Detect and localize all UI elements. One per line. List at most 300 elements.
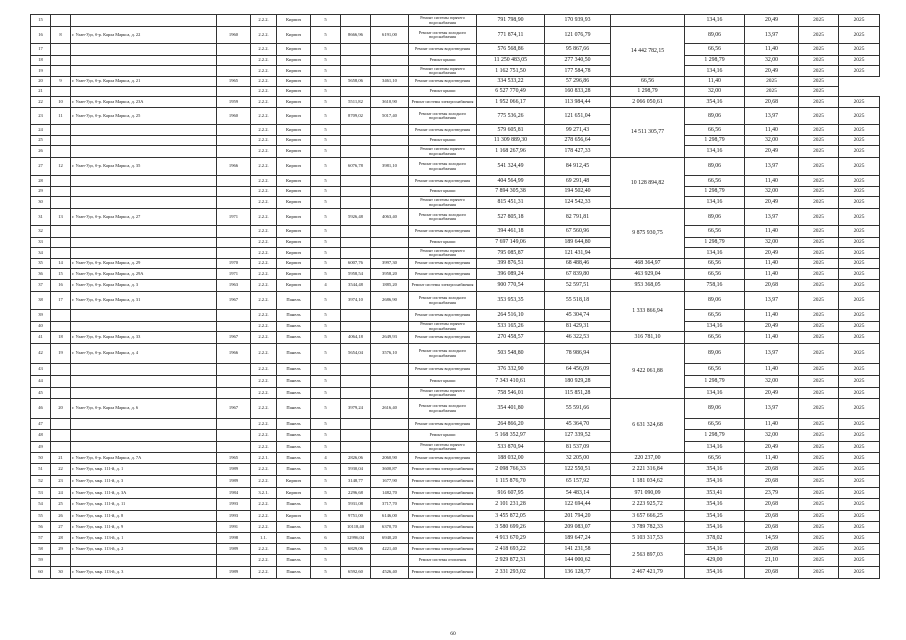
living-area: 6146,00 xyxy=(371,511,409,522)
total-area xyxy=(341,430,371,442)
plan-year-start: 2025 xyxy=(799,499,839,511)
unit-cost: 134,16 xyxy=(685,197,745,209)
work-cost: 353 953,35 xyxy=(477,292,545,310)
table-row xyxy=(31,511,880,522)
living-area xyxy=(371,248,409,259)
row-number: 52 xyxy=(31,476,51,488)
max-unit-cost: 14,59 xyxy=(745,533,799,544)
service-cost: 55 518,18 xyxy=(545,292,611,310)
max-unit-cost: 11,40 xyxy=(745,419,799,430)
floor-count: 5 xyxy=(311,419,341,430)
building-address xyxy=(71,146,217,158)
building-number xyxy=(51,15,71,27)
work-type: Ремонт системы водоотведения xyxy=(409,269,477,280)
plan-year-end: 2025 xyxy=(839,476,880,488)
table-row xyxy=(31,499,880,511)
work-cost: 576 568,86 xyxy=(477,44,545,56)
build-year: 1998 xyxy=(217,533,251,544)
floor-count: 5 xyxy=(311,269,341,280)
work-type: Ремонт крыши xyxy=(409,56,477,66)
total-area xyxy=(341,376,371,388)
work-type: Ремонт системы горячего водоснабжения xyxy=(409,197,477,209)
work-cost: 791 798,90 xyxy=(477,15,545,27)
wall-material: Кирпич xyxy=(277,476,311,488)
building-address: г. Улан-Удэ, мкр. 113-й, д. 3 xyxy=(71,567,217,579)
plan-year-end: 2025 xyxy=(839,430,880,442)
service-cost: 81 429,31 xyxy=(545,322,611,332)
building-total: 1 333 866,94 xyxy=(611,292,685,332)
building-number xyxy=(51,176,71,187)
plan-year-end: 2025 xyxy=(799,87,839,97)
work-cost: 404 564,99 xyxy=(477,176,545,187)
service-cost: 121 076,79 xyxy=(545,27,611,44)
build-year: 1989 xyxy=(217,544,251,555)
table-row xyxy=(31,419,880,430)
service-cost: 99 271,43 xyxy=(545,125,611,136)
building-class: 2.2.2. xyxy=(251,310,277,322)
unit-cost: 66,56 xyxy=(685,259,745,269)
plan-year-start: 2025 xyxy=(799,176,839,187)
living-area: 4526,40 xyxy=(371,567,409,579)
build-year: 1970 xyxy=(217,259,251,269)
work-type: Ремонт системы холодного водоснабжения xyxy=(409,292,477,310)
work-cost: 7 697 149,06 xyxy=(477,238,545,248)
unit-cost: 1 298,79 xyxy=(685,238,745,248)
row-number: 44 xyxy=(31,376,51,388)
table-row xyxy=(31,488,880,499)
living-area xyxy=(371,364,409,376)
plan-year-start: 2025 xyxy=(799,533,839,544)
building-address xyxy=(71,56,217,66)
plan-year-end: 2025 xyxy=(839,209,880,226)
row-number: 50 xyxy=(31,453,51,464)
work-cost: 900 770,54 xyxy=(477,280,545,292)
floor-count: 5 xyxy=(311,15,341,27)
unit-cost: 89,06 xyxy=(685,27,745,44)
building-address: г. Улан-Удэ, б-р. Карла Маркса, д. 29 xyxy=(71,259,217,269)
floor-count: 5 xyxy=(311,364,341,376)
plan-year-start: 2025 xyxy=(799,280,839,292)
plan-year-end: 2025 xyxy=(839,125,880,136)
building-address xyxy=(71,322,217,332)
plan-year-end: 2025 xyxy=(839,238,880,248)
building-number: 24 xyxy=(51,488,71,499)
building-number xyxy=(51,364,71,376)
service-cost: 277 340,50 xyxy=(545,56,611,66)
building-number xyxy=(51,419,71,430)
build-year: 1989 xyxy=(217,567,251,579)
work-cost: 815 451,31 xyxy=(477,197,545,209)
build-year xyxy=(217,197,251,209)
page-number: 60 xyxy=(450,631,456,637)
table-row xyxy=(31,567,880,579)
work-cost: 579 605,81 xyxy=(477,125,545,136)
living-area: 6191,00 xyxy=(371,27,409,44)
total-area: 3544,48 xyxy=(341,280,371,292)
building-class: 2.2.2. xyxy=(251,259,277,269)
floor-count: 5 xyxy=(311,238,341,248)
service-cost: 160 833,28 xyxy=(545,87,611,97)
service-cost: 177 584,78 xyxy=(545,66,611,77)
build-year xyxy=(217,56,251,66)
wall-material: Кирпич xyxy=(277,87,311,97)
floor-count: 5 xyxy=(311,344,341,364)
plan-year-start: 2025 xyxy=(799,197,839,209)
plan-year-start: 2025 xyxy=(799,259,839,269)
work-cost: 758 546,01 xyxy=(477,388,545,399)
max-unit-cost: 20,49 xyxy=(745,248,799,259)
service-cost: 54 483,14 xyxy=(545,488,611,499)
work-type: Ремонт системы горячего водоснабжения xyxy=(409,322,477,332)
building-class: 2.2.2. xyxy=(251,77,277,87)
table-row xyxy=(31,269,880,280)
wall-material: Панель xyxy=(277,453,311,464)
living-area: 3576,10 xyxy=(371,344,409,364)
row-number: 25 xyxy=(31,136,51,146)
floor-count: 5 xyxy=(311,87,341,97)
total-area: 4064,18 xyxy=(341,332,371,344)
total-area: 5654,04 xyxy=(341,344,371,364)
plan-year-end: 2025 xyxy=(839,187,880,197)
unit-cost: 66,56 xyxy=(685,226,745,238)
building-total: 2 467 421,79 xyxy=(611,567,685,579)
work-type: Ремонт крыши xyxy=(409,87,477,97)
work-cost: 916 607,95 xyxy=(477,488,545,499)
building-number: 23 xyxy=(51,476,71,488)
total-area: 2826,06 xyxy=(341,453,371,464)
wall-material: Панель xyxy=(277,499,311,511)
wall-material: Кирпич xyxy=(277,136,311,146)
work-type: Ремонт системы водоотведения xyxy=(409,453,477,464)
table-row xyxy=(31,209,880,226)
unit-cost: 89,06 xyxy=(685,344,745,364)
floor-count: 5 xyxy=(311,136,341,146)
building-total: 2 221 316,84 xyxy=(611,464,685,476)
build-year xyxy=(217,364,251,376)
work-type: Ремонт системы холодного водоснабжения xyxy=(409,209,477,226)
plan-year-start: 2025 xyxy=(799,269,839,280)
work-type: Ремонт крыши xyxy=(409,430,477,442)
plan-year-start: 2025 xyxy=(799,453,839,464)
build-year xyxy=(217,388,251,399)
max-unit-cost: 11,40 xyxy=(745,364,799,376)
service-cost: 121 431,94 xyxy=(545,248,611,259)
building-class: 2.2.2. xyxy=(251,248,277,259)
work-cost: 7 894 305,38 xyxy=(477,187,545,197)
floor-count: 5 xyxy=(311,108,341,125)
row-number: 53 xyxy=(31,488,51,499)
work-type: Ремонт системы холодного водоснабжения xyxy=(409,27,477,44)
service-cost: 46 322,53 xyxy=(545,332,611,344)
unit-cost: 66,56 xyxy=(611,77,685,87)
max-unit-cost: 20,49 xyxy=(745,322,799,332)
floor-count: 5 xyxy=(311,430,341,442)
building-number: 10 xyxy=(51,97,71,108)
floor-count: 5 xyxy=(311,226,341,238)
table-row xyxy=(31,108,880,125)
living-area xyxy=(371,238,409,248)
plan-year-start: 2025 xyxy=(799,125,839,136)
building-class: 2.2.2. xyxy=(251,292,277,310)
total-area xyxy=(341,310,371,322)
living-area: 3461,10 xyxy=(371,77,409,87)
work-cost: 3 455 872,05 xyxy=(477,511,545,522)
service-cost: 209 083,07 xyxy=(545,522,611,533)
max-unit-cost: 20,49 xyxy=(745,388,799,399)
unit-cost: 66,56 xyxy=(685,269,745,280)
max-unit-cost: 32,00 xyxy=(745,238,799,248)
living-area: 3997,30 xyxy=(371,259,409,269)
total-area xyxy=(341,388,371,399)
row-number: 58 xyxy=(31,544,51,555)
table-row xyxy=(31,442,880,453)
service-cost: 67 560,96 xyxy=(545,226,611,238)
building-total: 5 103 317,53 xyxy=(611,533,685,544)
building-class: 2.2.2. xyxy=(251,238,277,248)
building-class: 2.2.2. xyxy=(251,442,277,453)
row-number: 33 xyxy=(31,238,51,248)
plan-year-end: 2025 xyxy=(839,322,880,332)
max-unit-cost: 20,68 xyxy=(745,511,799,522)
plan-year-end: 2025 xyxy=(839,197,880,209)
building-class: 2.2.2. xyxy=(251,476,277,488)
building-address xyxy=(71,226,217,238)
build-year: 1984 xyxy=(217,488,251,499)
plan-year-end: 2025 xyxy=(839,66,880,77)
unit-cost: 134,16 xyxy=(685,388,745,399)
build-year xyxy=(217,248,251,259)
plan-year-start: 2025 xyxy=(799,376,839,388)
wall-material: Панель xyxy=(277,567,311,579)
unit-cost: 66,56 xyxy=(685,125,745,136)
wall-material: Кирпич xyxy=(277,488,311,499)
max-unit-cost: 20,49 xyxy=(745,197,799,209)
plan-year-start: 2025 xyxy=(799,248,839,259)
total-area xyxy=(341,226,371,238)
work-type: Ремонт системы электроснабжения xyxy=(409,488,477,499)
plan-year-end: 2025 xyxy=(839,344,880,364)
wall-material: Кирпич xyxy=(277,125,311,136)
unit-cost: 429,00 xyxy=(685,555,745,567)
building-class: 2.2.2. xyxy=(251,27,277,44)
total-area xyxy=(341,187,371,197)
max-unit-cost: 11,40 xyxy=(745,453,799,464)
unit-cost: 1 298,79 xyxy=(685,376,745,388)
building-address xyxy=(71,555,217,567)
building-total: 10 128 894,82 xyxy=(611,158,685,209)
build-year: 1966 xyxy=(217,158,251,176)
living-area xyxy=(371,146,409,158)
max-unit-cost: 20,68 xyxy=(745,280,799,292)
work-type: Ремонт крыши xyxy=(409,238,477,248)
table-row xyxy=(31,238,880,248)
building-total: 14 511 305,77 xyxy=(611,108,685,158)
plan-year-end: 2025 xyxy=(839,332,880,344)
plan-year-start: 2025 xyxy=(799,476,839,488)
service-cost: 144 000,62 xyxy=(545,555,611,567)
table-row xyxy=(31,56,880,66)
row-number: 46 xyxy=(31,399,51,419)
building-number xyxy=(51,238,71,248)
plan-year-start: 2025 xyxy=(799,56,839,66)
plan-year-end: 2025 xyxy=(839,146,880,158)
table-row xyxy=(31,388,880,399)
work-type: Ремонт крыши xyxy=(409,136,477,146)
building-class: 2.2.2. xyxy=(251,376,277,388)
service-cost: 78 986,94 xyxy=(545,344,611,364)
work-type: Ремонт системы электроснабжения xyxy=(409,499,477,511)
build-year: 1989 xyxy=(217,476,251,488)
total-area: 6829,06 xyxy=(341,544,371,555)
total-area xyxy=(341,248,371,259)
work-cost: 541 324,49 xyxy=(477,158,545,176)
max-unit-cost: 32,00 xyxy=(685,87,745,97)
work-type: Ремонт системы водоотведения xyxy=(409,332,477,344)
row-number: 36 xyxy=(31,269,51,280)
building-class: 2.2.2. xyxy=(251,44,277,56)
building-address xyxy=(71,125,217,136)
wall-material: Кирпич xyxy=(277,197,311,209)
plan-year-start: 2025 xyxy=(799,136,839,146)
wall-material: Кирпич xyxy=(277,56,311,66)
unit-cost: 354,16 xyxy=(685,499,745,511)
max-unit-cost: 11,40 xyxy=(745,125,799,136)
table-row xyxy=(31,66,880,77)
work-cost: 376 332,90 xyxy=(477,364,545,376)
plan-year-end: 2025 xyxy=(839,108,880,125)
row-number: 42 xyxy=(31,344,51,364)
row-number: 22 xyxy=(31,97,51,108)
unit-cost: 89,06 xyxy=(685,158,745,176)
plan-year-start: 2025 xyxy=(799,238,839,248)
total-area xyxy=(341,15,371,27)
building-class: 2.2.2. xyxy=(251,176,277,187)
building-address: г. Улан-Удэ, б-р. Карла Маркса, д. 22 xyxy=(71,27,217,44)
max-unit-cost: 32,00 xyxy=(745,136,799,146)
living-area: 1482,70 xyxy=(371,488,409,499)
service-cost: 52 597,51 xyxy=(545,280,611,292)
max-unit-cost: 13,97 xyxy=(745,292,799,310)
max-unit-cost: 20,49 xyxy=(745,442,799,453)
plan-year-end: 2025 xyxy=(839,388,880,399)
living-area: 5017,40 xyxy=(371,108,409,125)
wall-material: Кирпич xyxy=(277,226,311,238)
work-type: Ремонт системы горячего водоснабжения xyxy=(409,15,477,27)
table-row xyxy=(31,125,880,136)
building-number xyxy=(51,197,71,209)
wall-material: Панель xyxy=(277,522,311,533)
work-type: Ремонт крыши xyxy=(409,187,477,197)
building-number xyxy=(51,136,71,146)
row-number: 35 xyxy=(31,259,51,269)
living-area: 4063,40 xyxy=(371,209,409,226)
table-row xyxy=(31,453,880,464)
building-class: 2.2.2. xyxy=(251,332,277,344)
table-row xyxy=(31,332,880,344)
floor-count: 5 xyxy=(311,567,341,579)
unit-cost: 66,56 xyxy=(685,332,745,344)
total-area: 5958,54 xyxy=(341,269,371,280)
living-area xyxy=(371,187,409,197)
building-number xyxy=(51,388,71,399)
total-area: 9751,00 xyxy=(341,511,371,522)
plan-year-end: 2025 xyxy=(839,310,880,322)
wall-material: Кирпич xyxy=(277,511,311,522)
service-cost: 180 929,28 xyxy=(545,376,611,388)
plan-year-end: 2025 xyxy=(839,522,880,533)
plan-year-start: 2025 xyxy=(799,364,839,376)
plan-year-start: 2025 xyxy=(799,419,839,430)
row-number: 17 xyxy=(31,44,51,56)
floor-count: 5 xyxy=(311,322,341,332)
wall-material: Панель xyxy=(277,442,311,453)
living-area xyxy=(371,419,409,430)
table-row xyxy=(31,292,880,310)
max-unit-cost: 20,68 xyxy=(745,476,799,488)
work-cost: 1 168 267,96 xyxy=(477,146,545,158)
wall-material: Панель xyxy=(277,464,311,476)
wall-material: Панель xyxy=(277,292,311,310)
unit-cost: 134,16 xyxy=(685,66,745,77)
service-cost: 64 456,09 xyxy=(545,364,611,376)
table-row xyxy=(31,146,880,158)
total-area: 2296,68 xyxy=(341,488,371,499)
build-year xyxy=(217,87,251,97)
table-row xyxy=(31,555,880,567)
work-type: Ремонт системы электроснабжения xyxy=(409,476,477,488)
unit-cost: 89,06 xyxy=(685,292,745,310)
building-address: г. Улан-Удэ, б-р. Карла Маркса, д. 4 xyxy=(71,344,217,364)
total-area: 6592,60 xyxy=(341,567,371,579)
wall-material: Панель xyxy=(277,430,311,442)
building-class: 2.2.2. xyxy=(251,136,277,146)
building-address: г. Улан-Удэ, мкр. 111-й, д. 9 xyxy=(71,522,217,533)
max-unit-cost: 20,49 xyxy=(745,146,799,158)
plan-year-end: 2025 xyxy=(839,555,880,567)
floor-count: 5 xyxy=(311,146,341,158)
table-row xyxy=(31,197,880,209)
max-unit-cost: 11,40 xyxy=(745,176,799,187)
floor-count: 5 xyxy=(311,488,341,499)
unit-cost: 1 298,79 xyxy=(685,187,745,197)
total-area xyxy=(341,197,371,209)
building-class: 2.2.2. xyxy=(251,322,277,332)
plan-year-end: 2025 xyxy=(839,44,880,56)
build-year: 1967 xyxy=(217,292,251,310)
table-row xyxy=(31,176,880,187)
table-row xyxy=(31,44,880,56)
plan-year-end: 2025 xyxy=(799,77,839,87)
work-type: Ремонт системы электроснабжения xyxy=(409,533,477,544)
total-area: 6076,78 xyxy=(341,158,371,176)
row-number: 31 xyxy=(31,209,51,226)
building-total: 468 364,97 xyxy=(611,259,685,269)
total-area xyxy=(341,238,371,248)
building-address: г. Улан-Удэ, б-р. Карла Маркса, д. 6 xyxy=(71,399,217,419)
building-address: г. Улан-Удэ, б-р. Карла Маркса, д. 25 xyxy=(71,108,217,125)
service-cost: 84 912,45 xyxy=(545,158,611,176)
wall-material: Панель xyxy=(277,310,311,322)
work-cost: 334 533,22 xyxy=(477,77,545,87)
total-area xyxy=(341,176,371,187)
build-year: 1965 xyxy=(217,77,251,87)
living-area xyxy=(371,388,409,399)
service-cost: 81 537,09 xyxy=(545,442,611,453)
total-area: 8709,02 xyxy=(341,108,371,125)
total-area: 3148,77 xyxy=(341,476,371,488)
building-total: 6 631 324,68 xyxy=(611,399,685,453)
table-row xyxy=(31,97,880,108)
